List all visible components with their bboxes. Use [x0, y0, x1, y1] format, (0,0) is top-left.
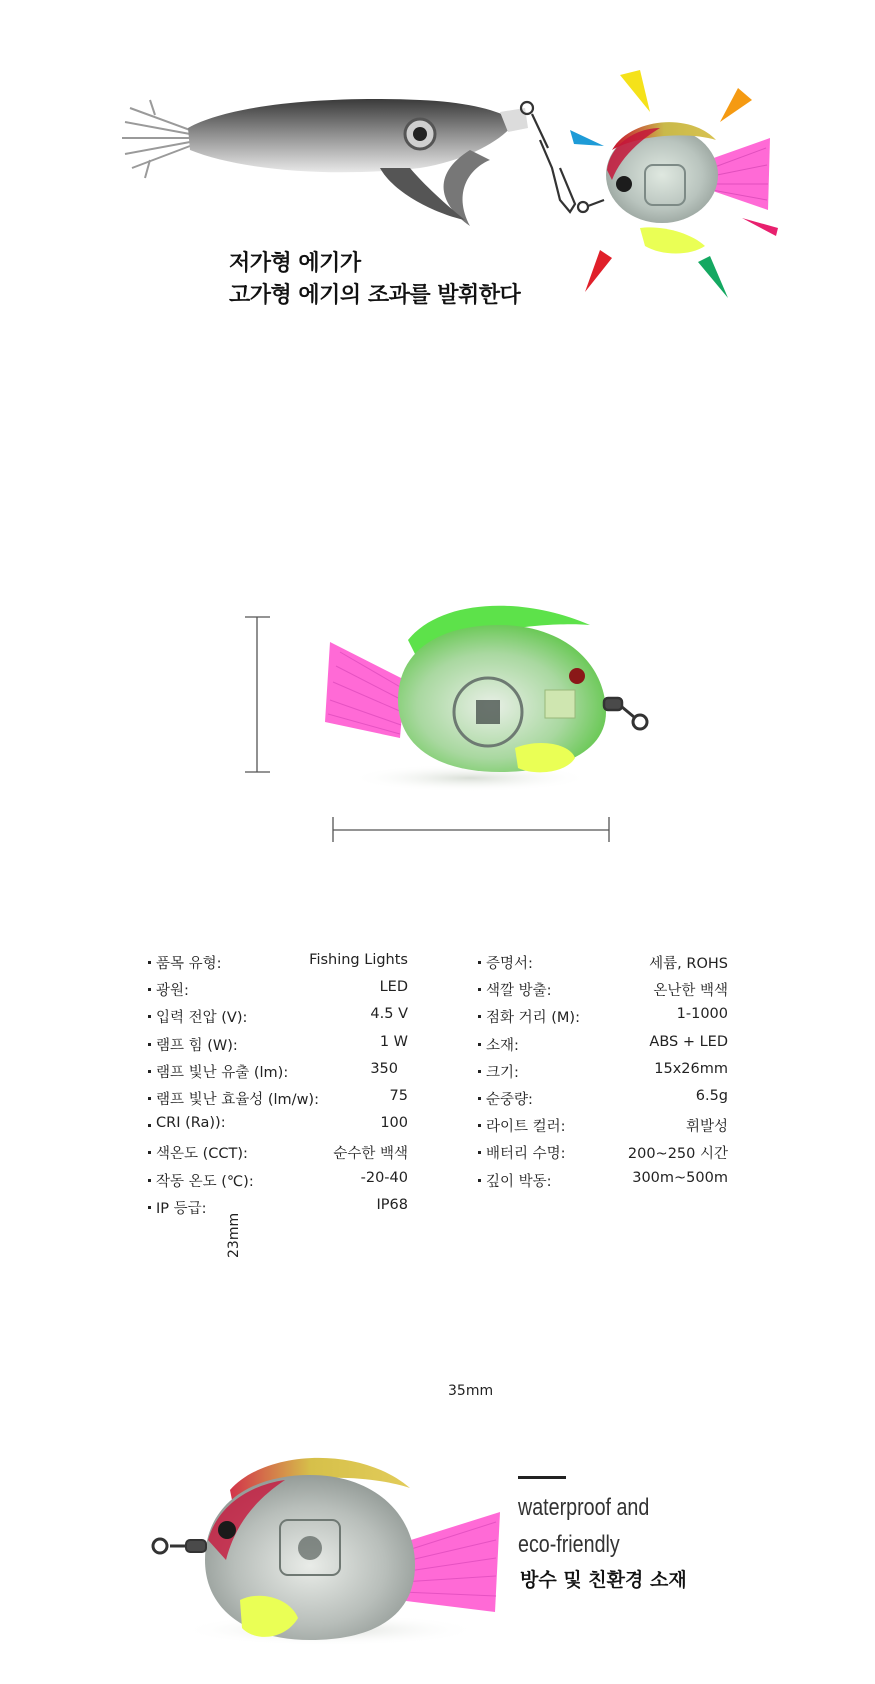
bullet-icon — [478, 961, 481, 964]
feature-section — [0, 1400, 875, 1680]
spec-row — [148, 1142, 408, 1169]
bullet-icon — [478, 1151, 481, 1154]
spec-label: 색깔 방출: — [486, 983, 552, 1000]
hero-headline-line1: 저가형 에기가 — [229, 251, 361, 276]
specs-left-column — [148, 952, 408, 1224]
spec-label: 램프 빛난 효율성 (lm/w): — [156, 1091, 319, 1108]
bullet-icon — [148, 961, 151, 964]
spec-label: 크기: — [486, 1064, 519, 1081]
bullet-icon — [478, 1070, 481, 1073]
width-dimension-line — [333, 817, 609, 842]
dimension-diagram — [0, 580, 875, 860]
spec-value: 온난한 백색 — [653, 983, 728, 1000]
spec-value: LED — [379, 979, 408, 996]
spec-label: IP 등급: — [156, 1200, 207, 1217]
bullet-icon — [148, 1070, 151, 1073]
width-label: 35mm — [448, 1383, 494, 1399]
spec-label: 입력 전압 (V): — [156, 1010, 248, 1027]
bullet-icon — [148, 1015, 151, 1018]
spec-row — [148, 1197, 408, 1224]
bullet-icon — [478, 1124, 481, 1127]
spec-value: Fishing Lights — [309, 952, 408, 968]
spec-row — [478, 1061, 728, 1088]
bullet-icon — [478, 1015, 481, 1018]
spec-label: 점화 거리 (M): — [486, 1010, 580, 1027]
feature-title — [518, 1489, 649, 1563]
fish-lure-green-image — [325, 606, 647, 792]
spec-row — [478, 1115, 728, 1142]
bullet-icon — [148, 1206, 151, 1209]
bullet-icon — [148, 1151, 151, 1154]
spec-value: 휘발성 — [685, 1119, 728, 1136]
fish-lure-feature-image — [0, 1400, 875, 1680]
spec-value: 4.5 V — [370, 1006, 408, 1023]
spec-row — [478, 979, 728, 1006]
spec-value: 순수한 백색 — [333, 1146, 408, 1163]
height-dimension-line — [245, 617, 270, 772]
spec-value: 200~250 시간 — [627, 1146, 728, 1163]
spec-value: 100 — [380, 1115, 408, 1132]
spec-value: IP68 — [376, 1196, 408, 1213]
bullet-icon — [148, 1097, 151, 1100]
spec-label: 소재: — [486, 1037, 519, 1054]
spec-value: 세륨, ROHS — [649, 956, 728, 972]
spec-label: 배터리 수명: — [486, 1146, 566, 1163]
spec-value: 350 — [370, 1060, 398, 1077]
spec-label: 라이트 컬러: — [486, 1119, 566, 1136]
spec-value: -20-40 — [360, 1169, 408, 1186]
spec-label: 램프 빛난 유출 (lm): — [156, 1064, 289, 1081]
height-label: 23mm — [226, 1212, 242, 1258]
hero-headline-line2: 고가형 에기의 조과를 발휘한다 — [229, 283, 521, 308]
feature-subtitle: 방수 및 친환경 소재 — [520, 1569, 687, 1591]
spec-row — [478, 1170, 728, 1197]
spec-label: 색온도 (CCT): — [156, 1146, 248, 1163]
bullet-icon — [478, 1043, 481, 1046]
spec-label: 광원: — [156, 983, 189, 1000]
bullet-icon — [148, 1043, 151, 1046]
spec-label: 깊이 박동: — [486, 1173, 552, 1190]
hero-headline — [229, 248, 520, 312]
spec-row — [478, 952, 728, 979]
spec-row — [148, 1170, 408, 1197]
spec-row — [148, 1006, 408, 1033]
spec-value: 1-1000 — [676, 1006, 728, 1023]
spec-label: 품목 유형: — [156, 956, 222, 972]
spec-label: CRI (Ra)): — [156, 1115, 226, 1132]
spec-row — [148, 979, 408, 1006]
feature-divider — [518, 1476, 566, 1479]
spec-row — [478, 1034, 728, 1061]
swivel-snap-image — [521, 102, 604, 212]
feature-title-line1: waterproof and — [518, 1494, 650, 1521]
bullet-icon — [478, 988, 481, 991]
bullet-icon — [148, 1179, 151, 1182]
spec-value: 75 — [389, 1087, 408, 1104]
spec-label: 작동 온도 (℃): — [156, 1173, 254, 1190]
feature-title-line2: eco-friendly — [518, 1531, 620, 1558]
spec-value: 6.5g — [695, 1087, 728, 1104]
spec-value: ABS + LED — [649, 1033, 728, 1050]
hero-section — [0, 0, 875, 330]
spec-row — [148, 1088, 408, 1115]
fish-lure-hero-image — [606, 122, 770, 253]
spec-label: 램프 힘 (W): — [156, 1037, 238, 1054]
bullet-icon — [478, 1097, 481, 1100]
spec-row — [148, 1034, 408, 1061]
bullet-icon — [148, 988, 151, 991]
spec-row — [478, 1006, 728, 1033]
spec-value: 1 W — [379, 1033, 408, 1050]
spec-row — [148, 1115, 408, 1142]
bullet-icon — [478, 1179, 481, 1182]
spec-value: 15x26mm — [654, 1060, 728, 1077]
specs-right-column — [478, 952, 728, 1197]
spec-row — [478, 1142, 728, 1169]
squid-jig-image — [122, 99, 528, 226]
bullet-icon — [148, 1124, 151, 1127]
spec-label: 순중량: — [486, 1091, 533, 1108]
spec-row — [148, 1061, 408, 1088]
spec-label: 증명서: — [486, 956, 533, 972]
spec-value: 300m~500m — [632, 1169, 728, 1186]
spec-row — [478, 1088, 728, 1115]
spec-row — [148, 952, 408, 979]
